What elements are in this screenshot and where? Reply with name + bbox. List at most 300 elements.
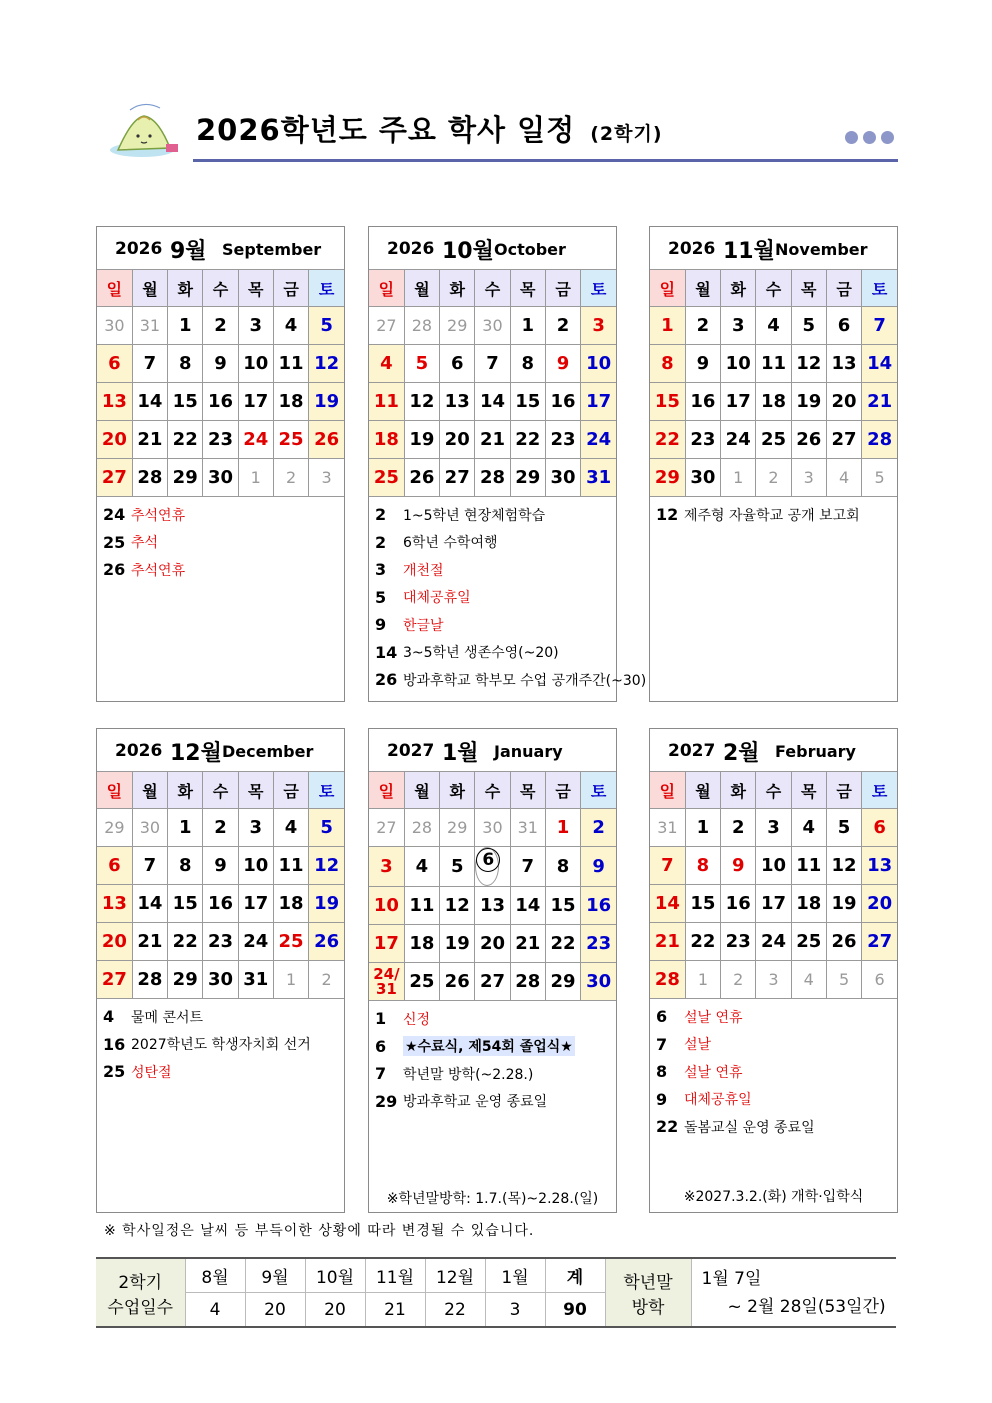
calendar-day: 5	[826, 961, 861, 999]
event-title: 1~5학년 현장체험학습	[403, 507, 546, 524]
weekday-header: 금	[273, 270, 308, 307]
month-header	[97, 227, 344, 269]
calendar-day: 5	[791, 307, 826, 345]
weekday-header: 토	[309, 270, 344, 307]
calendar-day: 27	[97, 459, 132, 497]
semester-days-label: 2학기 수업일수	[96, 1258, 185, 1327]
month-year: 2026	[115, 239, 163, 259]
calendar-day: 17	[238, 383, 273, 421]
event-item	[656, 501, 897, 529]
event-title: 방과후학교 학부모 수업 공개주간(~30)	[403, 672, 647, 689]
calendar-day: 1	[510, 307, 545, 345]
weekday-header: 목	[510, 270, 545, 307]
calendar-day: 12	[440, 887, 475, 925]
calendar-day: 24	[721, 421, 756, 459]
calendar-day: 6	[862, 961, 897, 999]
event-title: 추석연휴	[131, 562, 186, 579]
calendar-day: 22	[685, 923, 720, 961]
calendar-day: 21	[862, 383, 897, 421]
calendar-day: 13	[475, 887, 510, 925]
calendar-day: 16	[203, 383, 238, 421]
calendar-day: 9	[203, 847, 238, 885]
event-title: ★수료식, 제54회 졸업식★	[403, 1036, 575, 1056]
month-number: 2월	[723, 741, 760, 766]
event-item	[103, 1003, 344, 1031]
weekday-header: 화	[440, 270, 475, 307]
event-date: 25	[103, 532, 126, 552]
calendar-day: 2	[581, 809, 616, 847]
weekday-header: 일	[369, 270, 404, 307]
event-date: 1	[375, 1009, 387, 1029]
calendar-day: 31	[510, 809, 545, 847]
calendar-day: 5	[309, 307, 344, 345]
calendar-day: 8	[510, 345, 545, 383]
calendar-day: 29	[440, 307, 475, 345]
calendar-day: 19	[309, 383, 344, 421]
weekday-header: 토	[581, 772, 616, 809]
calendar-day: 3	[721, 307, 756, 345]
calendar-day: 6	[826, 307, 861, 345]
month-header	[650, 227, 897, 269]
calendar-day: 10	[581, 345, 616, 383]
weekday-header: 토	[581, 270, 616, 307]
event-title: 설날 연휴	[684, 1064, 743, 1081]
calendar-day: 10	[756, 847, 791, 885]
calendar-day: 8	[650, 345, 685, 383]
calendar-day: 13	[97, 383, 132, 421]
event-title: 추석연휴	[131, 507, 186, 524]
title-underline	[193, 159, 898, 162]
weekday-header: 화	[721, 270, 756, 307]
event-item	[375, 584, 616, 612]
calendar-day: 5	[862, 459, 897, 497]
calendar-day: 27	[862, 923, 897, 961]
calendar-day: 11	[404, 887, 439, 925]
month-header: 8월	[185, 1258, 245, 1293]
weekday-header: 일	[369, 772, 404, 809]
event-date: 9	[656, 1089, 668, 1109]
calendar-day: 15	[168, 885, 203, 923]
event-date: 8	[656, 1062, 668, 1082]
month-header: 12월	[425, 1258, 485, 1293]
calendar-day: 1	[238, 459, 273, 497]
calendar-day: 24	[756, 923, 791, 961]
calendar-day: 1	[545, 809, 580, 847]
calendar-day: 23	[545, 421, 580, 459]
days-count: 4	[185, 1293, 245, 1328]
calendar-day: 10	[238, 847, 273, 885]
calendar-day: 9	[685, 345, 720, 383]
calendar-day: 1	[650, 307, 685, 345]
calendar-day: 27	[369, 307, 404, 345]
event-date: 7	[375, 1064, 387, 1084]
event-item	[656, 1086, 897, 1114]
calendar-day: 3	[369, 847, 404, 887]
calendar-grid	[650, 269, 897, 497]
event-title: 한글날	[403, 617, 444, 634]
calendar-day: 8	[545, 847, 580, 887]
calendar-day: 12	[309, 345, 344, 383]
calendar-day: 28	[650, 961, 685, 999]
event-item	[103, 556, 344, 584]
days-count: 20	[245, 1293, 305, 1328]
event-date: 26	[103, 560, 126, 580]
event-date: 26	[375, 670, 398, 690]
event-title: 물메 콘서트	[131, 1009, 204, 1026]
mountain-logo-icon	[108, 100, 188, 160]
weekday-header: 일	[650, 270, 685, 307]
event-item	[656, 1113, 897, 1141]
calendar-day: 18	[273, 885, 308, 923]
calendar-day: 23	[721, 923, 756, 961]
calendar-day: 15	[685, 885, 720, 923]
event-date: 2	[375, 505, 387, 525]
month-header	[97, 729, 344, 771]
event-item	[375, 666, 647, 694]
event-date: 22	[656, 1117, 679, 1137]
calendar-day: 4	[273, 809, 308, 847]
weekday-header: 목	[791, 772, 826, 809]
page-header	[108, 96, 898, 166]
month-note: ※2027.3.2.(화) 개학·입학식	[683, 1189, 864, 1205]
calendar-day: 30	[581, 963, 616, 1001]
month-calendar	[649, 728, 898, 1213]
calendar-day: 2	[203, 307, 238, 345]
event-item	[375, 529, 616, 557]
calendar-day: 26	[826, 923, 861, 961]
calendar-day: 7	[510, 847, 545, 887]
calendar-day: 15	[168, 383, 203, 421]
calendar-day: 25	[273, 923, 308, 961]
month-header	[369, 227, 616, 269]
weekday-header: 화	[440, 772, 475, 809]
calendar-day: 15	[510, 383, 545, 421]
event-item	[375, 556, 616, 584]
calendar-day: 29	[545, 963, 580, 1001]
calendar-day: 23	[685, 421, 720, 459]
calendar-day: 14	[650, 885, 685, 923]
event-title: 신정	[403, 1011, 431, 1028]
month-header: 9월	[245, 1258, 305, 1293]
calendar-day: 12	[826, 847, 861, 885]
calendar-day: 18	[404, 925, 439, 963]
event-item	[375, 639, 616, 667]
calendar-day: 20	[440, 421, 475, 459]
event-item	[103, 501, 344, 529]
calendar-day: 20	[97, 923, 132, 961]
calendar-day: 26	[440, 963, 475, 1001]
weekday-header: 금	[273, 772, 308, 809]
weekday-header: 일	[650, 772, 685, 809]
event-title: 6학년 수학여행	[403, 535, 498, 552]
calendar-day: 2	[685, 307, 720, 345]
calendar-day: 28	[404, 307, 439, 345]
weekday-header: 토	[862, 270, 897, 307]
total-header: 계	[545, 1258, 605, 1293]
calendar-day: 26	[309, 421, 344, 459]
calendar-day: 30	[132, 809, 167, 847]
weekday-header: 목	[791, 270, 826, 307]
calendar-day: 21	[475, 421, 510, 459]
calendar-day: 22	[168, 421, 203, 459]
event-list	[369, 497, 647, 701]
month-year: 2027	[387, 741, 435, 761]
calendar-day: 31	[132, 307, 167, 345]
event-title: 제주형 자율학교 공개 보고회	[684, 507, 860, 524]
calendar-day: 11	[756, 345, 791, 383]
calendar-day: 3	[581, 307, 616, 345]
calendar-day: 24	[581, 421, 616, 459]
month-number: 10월	[442, 239, 494, 264]
days-count: 3	[485, 1293, 545, 1328]
calendar-day: 28	[132, 459, 167, 497]
event-date: 25	[103, 1062, 126, 1082]
weekday-header: 화	[168, 270, 203, 307]
calendar-day: 5	[440, 847, 475, 887]
calendar-day: 2	[721, 809, 756, 847]
vacation-period: 1월 7일 ~ 2월 28일(53일간)	[691, 1258, 896, 1327]
event-date: 29	[375, 1091, 398, 1111]
weekday-header: 월	[132, 772, 167, 809]
calendar-day: 24	[238, 923, 273, 961]
calendar-day: 3	[791, 459, 826, 497]
weekday-header: 목	[510, 772, 545, 809]
calendar-day: 27	[369, 809, 404, 847]
weekday-header: 수	[203, 270, 238, 307]
calendar-day: 24/ 31	[369, 963, 404, 1001]
calendar-day: 19	[440, 925, 475, 963]
month-english: September	[222, 240, 322, 259]
event-item	[656, 1031, 897, 1059]
event-date: 5	[375, 587, 387, 607]
calendar-day: 16	[721, 885, 756, 923]
calendar-day: 1	[721, 459, 756, 497]
calendar-day: 2	[309, 961, 344, 999]
month-calendar	[368, 728, 617, 1213]
calendar-day: 28	[404, 809, 439, 847]
calendar-grid	[369, 269, 616, 497]
month-english: February	[775, 742, 856, 761]
calendar-day: 30	[475, 307, 510, 345]
decorative-dots-icon	[840, 129, 894, 148]
month-header	[650, 729, 897, 771]
page-title	[196, 108, 663, 149]
calendar-day: 14	[475, 383, 510, 421]
calendar-day: 10	[369, 887, 404, 925]
calendar-day: 13	[440, 383, 475, 421]
calendar-day: 15	[650, 383, 685, 421]
event-list	[97, 497, 344, 701]
calendar-day: 12	[309, 847, 344, 885]
calendar-day: 18	[791, 885, 826, 923]
calendar-day: 13	[826, 345, 861, 383]
calendar-day: 22	[168, 923, 203, 961]
calendar-day: 12	[404, 383, 439, 421]
weekday-header: 월	[404, 772, 439, 809]
calendar-day: 4	[756, 307, 791, 345]
calendar-day: 9	[203, 345, 238, 383]
calendar-day: 4	[826, 459, 861, 497]
calendar-day: 29	[440, 809, 475, 847]
calendar-day: 29	[650, 459, 685, 497]
calendar-day: 1	[273, 961, 308, 999]
calendar-day: 12	[791, 345, 826, 383]
calendar-day: 27	[97, 961, 132, 999]
weekday-header: 수	[475, 270, 510, 307]
calendar-day: 11	[273, 345, 308, 383]
calendar-day: 19	[309, 885, 344, 923]
month-english: December	[222, 742, 314, 761]
calendar-day: 7	[650, 847, 685, 885]
event-item	[103, 1058, 344, 1086]
calendar-day: 16	[203, 885, 238, 923]
event-date: 9	[375, 615, 387, 635]
calendar-day: 4	[273, 307, 308, 345]
calendar-day: 30	[475, 809, 510, 847]
calendar-day: 29	[168, 961, 203, 999]
event-item	[656, 1003, 897, 1031]
month-year: 2026	[387, 239, 435, 259]
month-number: 1월	[442, 741, 479, 766]
calendar-day: 22	[545, 925, 580, 963]
calendar-day: 29	[168, 459, 203, 497]
weekday-header: 월	[685, 270, 720, 307]
event-list	[97, 999, 344, 1212]
event-list	[650, 999, 897, 1212]
calendar-day: 11	[369, 383, 404, 421]
circled-day: 6	[476, 848, 500, 872]
month-calendar	[96, 226, 345, 702]
calendar-day: 30	[545, 459, 580, 497]
calendar-day: 31	[238, 961, 273, 999]
month-calendar	[368, 226, 647, 702]
event-title: 돌봄교실 운영 종료일	[684, 1119, 815, 1136]
event-date: 12	[656, 505, 679, 525]
event-date: 2	[375, 532, 387, 552]
weekday-header: 수	[756, 772, 791, 809]
calendar-day: 23	[203, 923, 238, 961]
calendar-day: 6	[97, 847, 132, 885]
calendar-day: 20	[97, 421, 132, 459]
calendar-day: 4	[369, 345, 404, 383]
calendar-day: 22	[510, 421, 545, 459]
weekday-header: 목	[238, 270, 273, 307]
event-title: 대체공휴일	[403, 590, 471, 607]
calendar-day: 17	[581, 383, 616, 421]
weekday-header: 금	[826, 270, 861, 307]
month-year: 2027	[668, 741, 716, 761]
weekday-header: 목	[238, 772, 273, 809]
calendar-day: 8	[168, 345, 203, 383]
calendar-grid	[369, 771, 616, 1001]
event-date: 6	[375, 1036, 387, 1056]
instruction-days-table	[96, 1257, 896, 1328]
calendar-day: 16	[581, 887, 616, 925]
calendar-day: 29	[510, 459, 545, 497]
calendar-day: 7	[132, 345, 167, 383]
month-header	[369, 729, 616, 771]
calendar-day: 8	[685, 847, 720, 885]
weekday-header: 월	[404, 270, 439, 307]
calendar-day: 18	[273, 383, 308, 421]
calendar-day: 13	[97, 885, 132, 923]
event-title: 개천절	[403, 562, 444, 579]
weekday-header: 수	[475, 772, 510, 809]
weekday-header: 금	[545, 772, 580, 809]
calendar-day: 17	[238, 885, 273, 923]
weekday-header: 월	[132, 270, 167, 307]
calendar-day: 28	[475, 459, 510, 497]
event-title: 추석	[131, 535, 159, 552]
month-header: 10월	[305, 1258, 365, 1293]
event-date: 7	[656, 1034, 668, 1054]
calendar-day: 5	[309, 809, 344, 847]
calendar-day: 25	[404, 963, 439, 1001]
vacation-label: 학년말 방학	[605, 1258, 691, 1327]
calendar-day: 21	[510, 925, 545, 963]
calendar-day: 2	[273, 459, 308, 497]
calendar-day: 28	[862, 421, 897, 459]
weekday-header: 일	[97, 270, 132, 307]
month-number: 11월	[723, 239, 775, 264]
calendar-day: 13	[862, 847, 897, 885]
days-count: 22	[425, 1293, 485, 1328]
calendar-day: 14	[132, 383, 167, 421]
calendar-day: 30	[203, 961, 238, 999]
title-semester: (2학기)	[590, 123, 663, 145]
event-title: 대체공휴일	[684, 1092, 752, 1109]
calendar-day: 27	[440, 459, 475, 497]
calendar-day: 9	[545, 345, 580, 383]
calendar-day: 19	[826, 885, 861, 923]
calendar-day: 2	[203, 809, 238, 847]
calendar-day: 1	[168, 809, 203, 847]
calendar-day: 10	[721, 345, 756, 383]
event-title: 설날	[684, 1037, 712, 1054]
calendar-day: 17	[721, 383, 756, 421]
weekday-header: 수	[203, 772, 238, 809]
month-english: November	[775, 240, 868, 259]
calendar-day: 16	[545, 383, 580, 421]
calendar-day: 14	[132, 885, 167, 923]
calendar-day: 1	[685, 961, 720, 999]
calendar-day: 3	[238, 307, 273, 345]
event-date: 24	[103, 505, 126, 525]
calendar-day: 20	[826, 383, 861, 421]
month-calendar	[96, 728, 345, 1213]
month-note: ※학년말방학: 1.7.(목)~2.28.(일)	[386, 1191, 599, 1207]
calendar-grid	[97, 269, 344, 497]
calendar-day: 19	[404, 421, 439, 459]
event-item	[375, 1005, 616, 1033]
calendar-day: 26	[309, 923, 344, 961]
weekday-header: 토	[309, 772, 344, 809]
calendar-day: 3	[756, 961, 791, 999]
calendar-day: 20	[475, 925, 510, 963]
calendar-day: 23	[203, 421, 238, 459]
calendar-day: 21	[132, 923, 167, 961]
event-date: 4	[103, 1007, 115, 1027]
calendar-day: 18	[756, 383, 791, 421]
weekday-header: 화	[168, 772, 203, 809]
calendar-day: 2	[545, 307, 580, 345]
event-date: 16	[103, 1034, 126, 1054]
event-date: 14	[375, 642, 398, 662]
month-header: 11월	[365, 1258, 425, 1293]
days-count: 21	[365, 1293, 425, 1328]
calendar-day: 4	[791, 961, 826, 999]
event-list	[369, 1001, 616, 1214]
